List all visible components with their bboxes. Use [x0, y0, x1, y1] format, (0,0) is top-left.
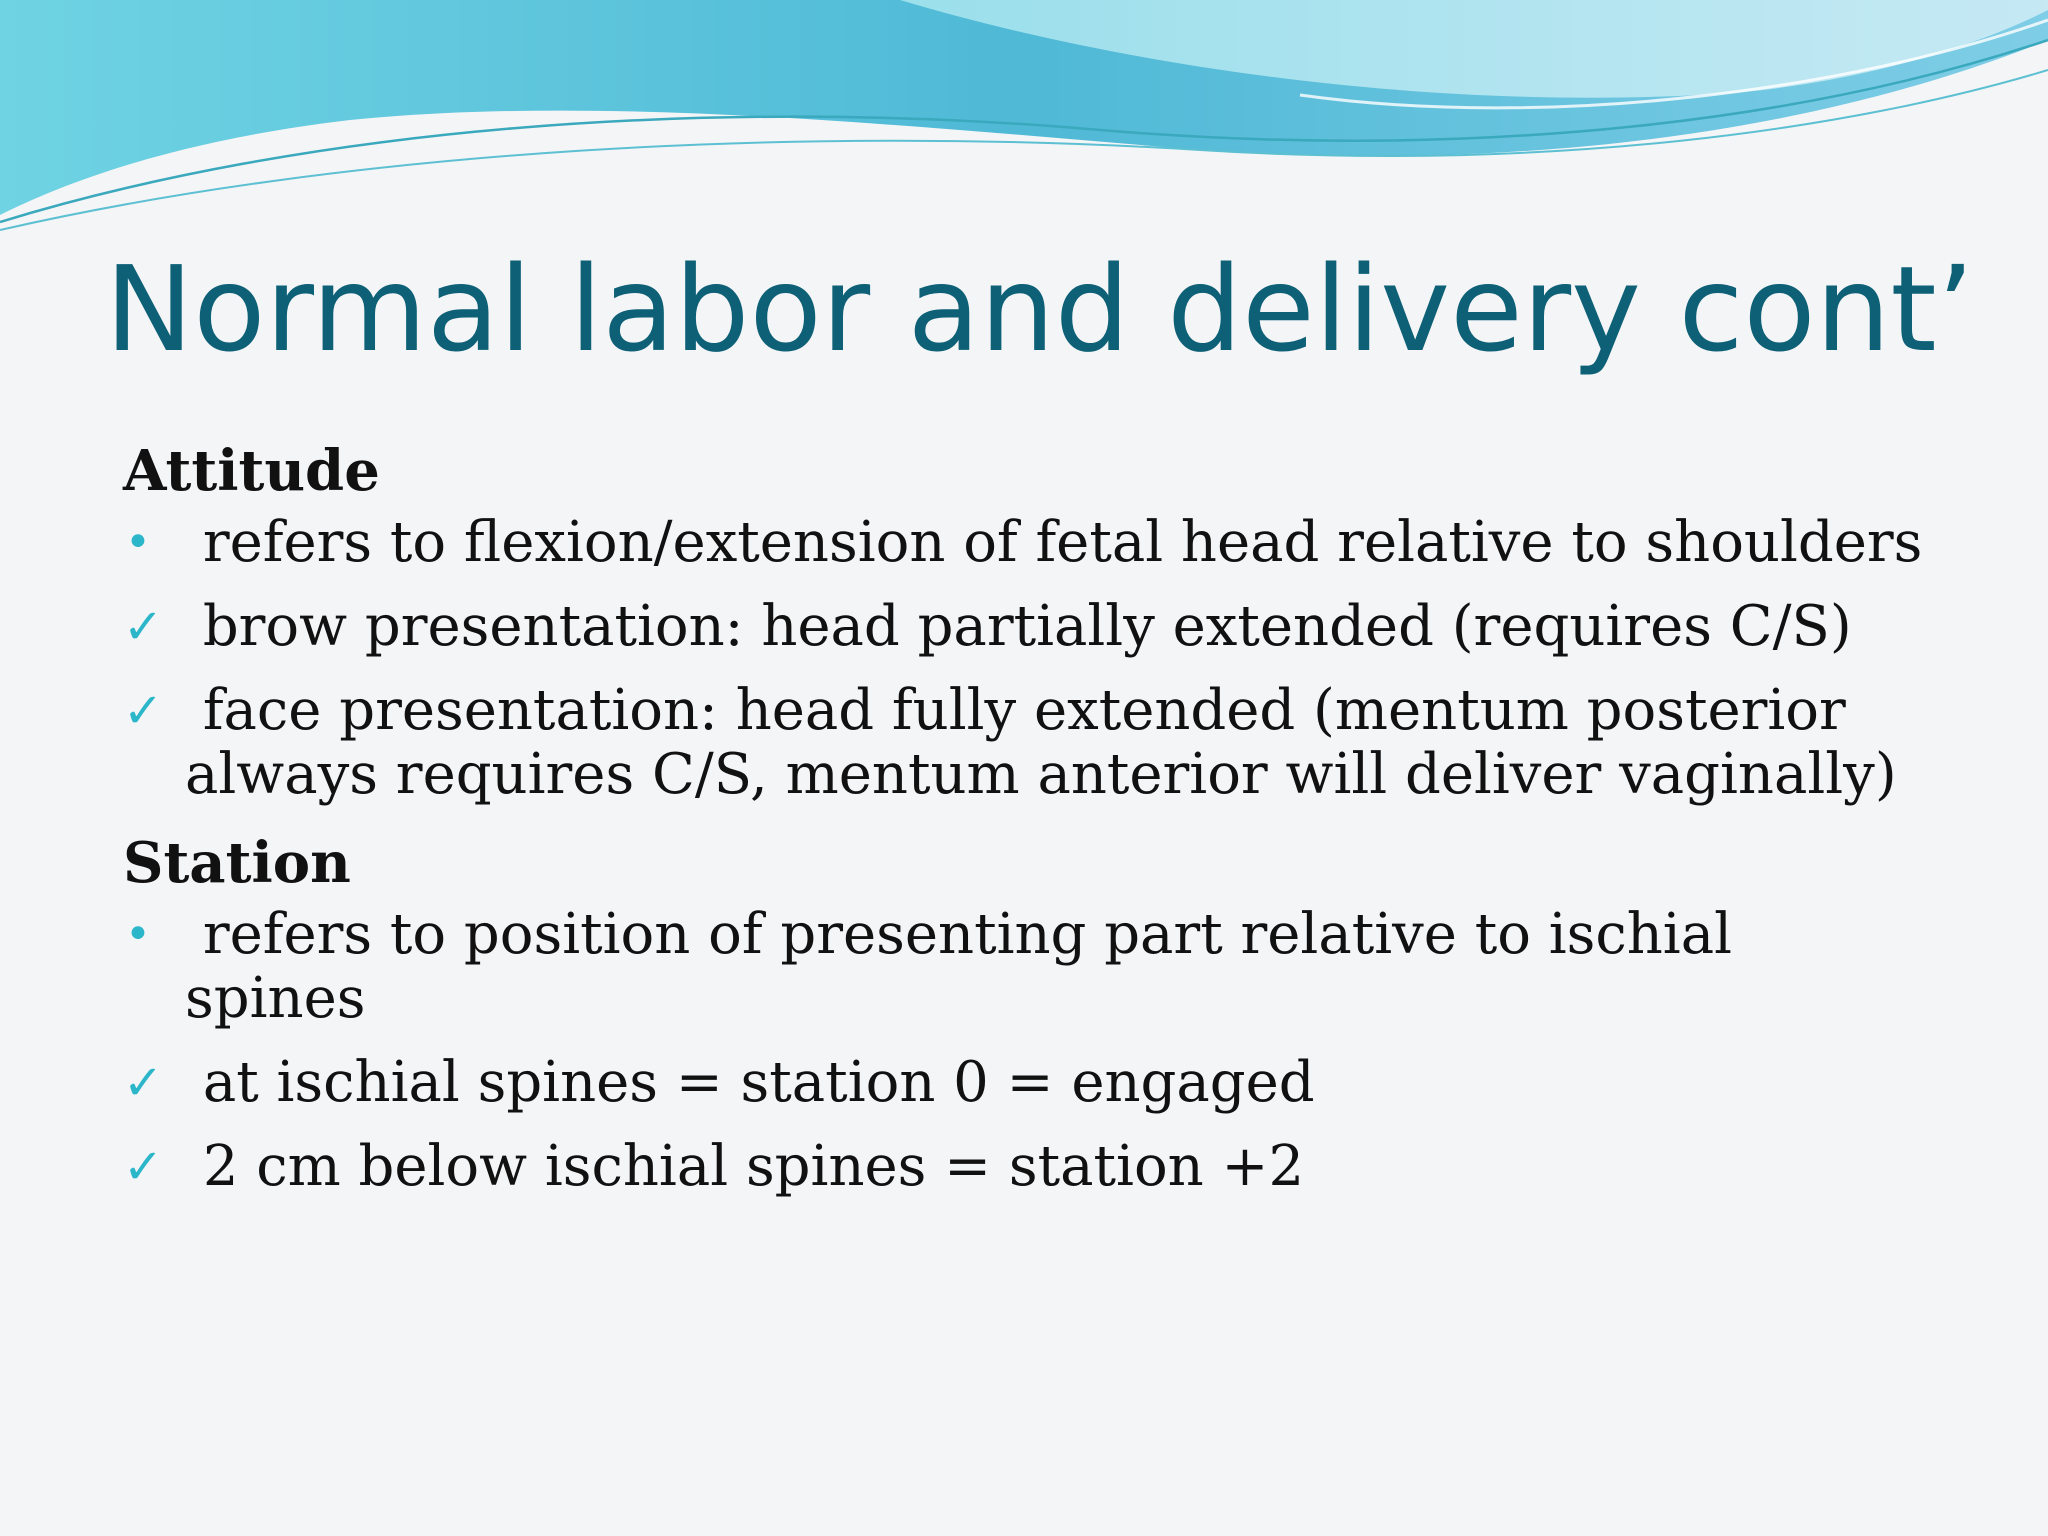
- checkmark-icon: ✓: [123, 599, 164, 655]
- list-item-text: face presentation: head fully extended (mentum posterior always requires C/S, mentum anterior will deliver vaginally): [185, 678, 1897, 807]
- checkmark-icon: ✓: [123, 1055, 164, 1111]
- header-wave-decoration: [0, 0, 2048, 260]
- section-heading-station: Station: [123, 830, 351, 896]
- slide-title: Normal labor and delivery cont’: [105, 240, 1975, 378]
- list-item: [123, 1051, 1923, 1115]
- slide-content: [123, 435, 1923, 1219]
- list-item-text: 2 cm below ischial spines = station +2: [202, 1134, 1305, 1199]
- list-item-text: at ischial spines = station 0 = engaged: [202, 1050, 1315, 1115]
- list-item: [123, 511, 1923, 575]
- list-item: [123, 679, 1923, 807]
- list-item: [123, 1135, 1923, 1199]
- list-item-text: refers to position of presenting part relative to ischial spines: [185, 902, 1733, 1031]
- section-heading-attitude: Attitude: [123, 438, 380, 504]
- checkmark-icon: ✓: [123, 683, 164, 739]
- bullet-icon: •: [125, 517, 151, 568]
- list-item-text: refers to flexion/extension of fetal head relative to shoulders: [202, 510, 1923, 575]
- list-item: [123, 595, 1923, 659]
- list-item: [123, 903, 1923, 1031]
- checkmark-icon: ✓: [123, 1139, 164, 1195]
- list-item-text: brow presentation: head partially extended (requires C/S): [202, 594, 1852, 659]
- bullet-icon: •: [125, 909, 151, 960]
